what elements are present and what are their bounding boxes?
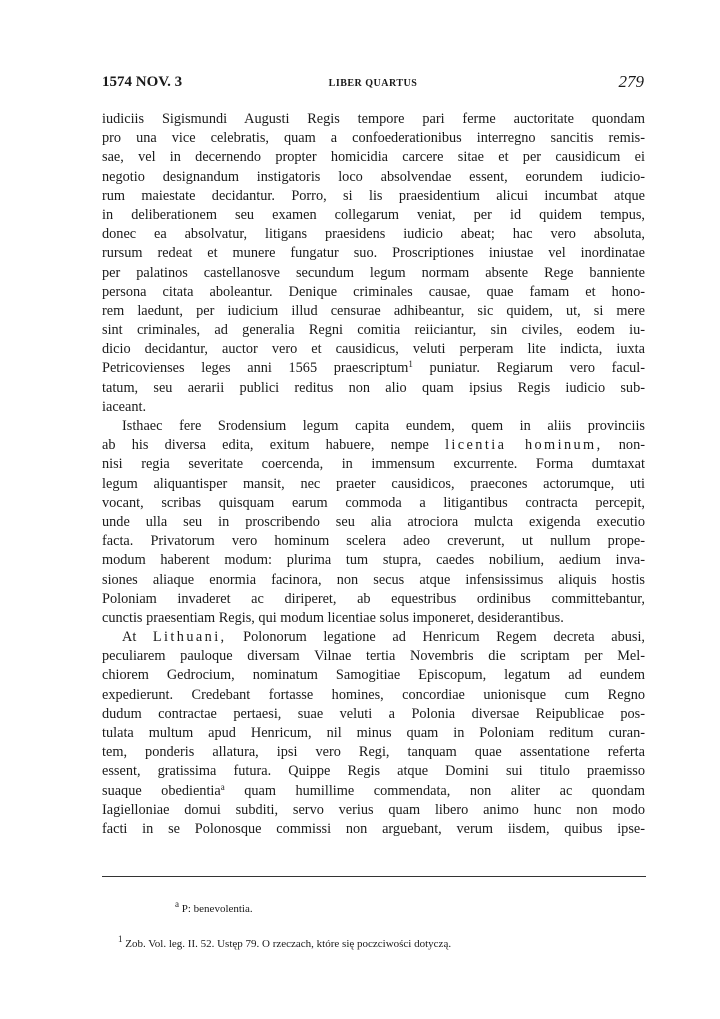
- text-line: nisi regia severitate coercenda, in immensum excurrente. Forma dumtaxat: [102, 456, 645, 473]
- text-line: in deliberationem seu examen collegarum veniat, per id quidem tempus,: [102, 206, 645, 223]
- text-line: tatum, seu aerarii publici reditus non alio quam ipsius Regis iudicio sub-: [102, 379, 645, 396]
- footnote-1: [118, 934, 452, 950]
- text-line: peculiarem pauloque diversam Vilnae tertia Novembris die scriptam per Mel-: [102, 648, 645, 665]
- text-line: iudiciis Sigismundi Augusti Regis tempore pari ferme auctoritate quondam: [102, 111, 645, 127]
- text-segment: puniatur. Regiarum vero facul-: [412, 360, 645, 377]
- footnote-text: Zob. Vol. leg. II. 52. Ustęp 79. O rzeczach, które się poczciwości dotyczą.: [125, 938, 452, 950]
- spaced-emphasis: licentia hominum,: [445, 437, 603, 454]
- text-line: persona citata aboleantur. Denique criminales causae, quae famam et hono-: [102, 283, 645, 300]
- footnote-divider: [102, 876, 646, 877]
- text-segment: quam humillime commendata, non aliter ac quondam: [224, 782, 645, 799]
- text-line: [102, 628, 645, 647]
- header-date: 1574 NOV. 3: [102, 74, 183, 90]
- text-line: [102, 782, 645, 801]
- footnote-marker: 1: [118, 934, 123, 944]
- text-segment: non-: [618, 437, 645, 454]
- text-line: sae, vel in decernendo propter homicidia carcere sitae et per causidicum ei: [102, 149, 645, 166]
- text-line: donec ea absolvatur, litigans praesidens iudicio abeat; hac vero absoluta,: [102, 226, 645, 243]
- text-segment: suaque obedientia: [102, 782, 221, 799]
- text-line: chiorem Gedrocium, nominatum Samogitiae Episcopum, legatum ad eundem: [102, 667, 645, 684]
- text-line: essent, gratissima futura. Quippe Regis atque Domini sui titulo praemisso: [102, 763, 645, 780]
- text-line: modum haberent modum: plurima tum stupra, caedes nobilium, aedium inva-: [102, 552, 645, 569]
- text-line: facta. Privatorum vero hominum scelera adeo creverunt, ut nullum prope-: [102, 533, 645, 550]
- text-line: tem, ponderis allatura, ipsi vero Regi, tanquam quae assentatione referta: [102, 744, 645, 761]
- text-line: negotio designandum instigatoris loco absolvendae essent, eorundem iudicio-: [102, 168, 645, 185]
- paragraph-2: [102, 417, 645, 628]
- text-line: tulata multum apud Henricum, nil minus quam in Poloniam reditum curan-: [102, 725, 645, 741]
- text-line: [102, 359, 645, 378]
- text-line: dudum contractae pertaesi, suae veluti a Polonia diversae Reipublicae pos-: [102, 705, 645, 722]
- text-segment: Petricovienses leges anni 1565 praescriptum: [102, 360, 409, 377]
- text-line: vocant, scribas quisquam earum commoda a litigantibus contracta percepit,: [102, 494, 645, 511]
- text-segment: ab his diversa edita, exitum habuere, nempe: [102, 437, 429, 454]
- paragraph-1: [102, 110, 645, 417]
- text-line: [102, 436, 645, 455]
- text-line: dicio decidantur, auctor vero et causidicus, veluti perperam lite indicta, iuxta: [102, 341, 645, 358]
- text-line: cunctis praesentiam Regis, qui modum licentiae solus imponeret, desiderantibus.: [102, 609, 564, 626]
- footnote-marker: a: [175, 899, 179, 909]
- text-segment: At: [122, 629, 153, 646]
- text-line: Iagielloniae domui subditi, servo verius quam libero animo hunc non modo: [102, 801, 645, 818]
- text-line: unde ulla seu in proscribendo seu alia atrociora mulcta exigenda executio: [102, 513, 645, 530]
- text-line: rum maiestate decidantur. Porro, si lis praesidentium alicui incumbat atque: [102, 187, 645, 204]
- text-line: pro una vice celebratis, quam a confoederationibus interregno sancitis remis-: [102, 130, 645, 147]
- paragraph-3: [102, 628, 645, 839]
- running-header: [102, 70, 644, 98]
- text-line: expedierunt. Credebant fortasse homines, concordiae unionisque cum Regno: [102, 686, 645, 703]
- spaced-emphasis: Lithuani,: [152, 629, 227, 646]
- footnote-a: [175, 899, 253, 915]
- footnote-ref-1[interactable]: 1: [408, 359, 413, 370]
- text-line: rem laedunt, per iudicium illud censurae adhibeantur, sic quidem, ut, si mere: [102, 302, 645, 319]
- page-number: 279: [618, 72, 644, 91]
- text-line: Poloniam invaderet ac diriperet, ab equestribus ordinibus committebantur,: [102, 590, 645, 607]
- main-text: [102, 110, 645, 839]
- text-line: iaceant.: [102, 398, 147, 415]
- text-line: sint criminales, ad generalia Regni comitia reiiciantur, sin civiles, eodem iu-: [102, 322, 645, 339]
- text-segment: Polonorum legatione ad Henricum Regem decreta abusi,: [243, 629, 645, 646]
- text-line: facti in se Polonosque commissi non arguebant, verum iisdem, quibus ipse-: [102, 820, 645, 837]
- text-line: rursum redeat et munere fungatur suo. Proscriptiones iniustae vel inordinatae: [102, 245, 645, 262]
- text-line: siones aliaque enormia facinora, non secus atque infensissimus aliquis hostis: [102, 571, 645, 588]
- text-line: per palatinos castellanosve secundum legum normam absente Rege banniente: [102, 264, 645, 281]
- footnote-text: P: benevolentia.: [181, 903, 253, 915]
- header-title: LIBER QUARTUS: [328, 78, 418, 89]
- text-line: Isthaec fere Srodensium legum capita eundem, quem in aliis provinciis: [122, 418, 645, 434]
- text-line: legum aliquantisper mansit, nec praeter causidicos, praecones actorumque, uti: [102, 475, 645, 492]
- footnote-ref-a[interactable]: a: [220, 781, 225, 792]
